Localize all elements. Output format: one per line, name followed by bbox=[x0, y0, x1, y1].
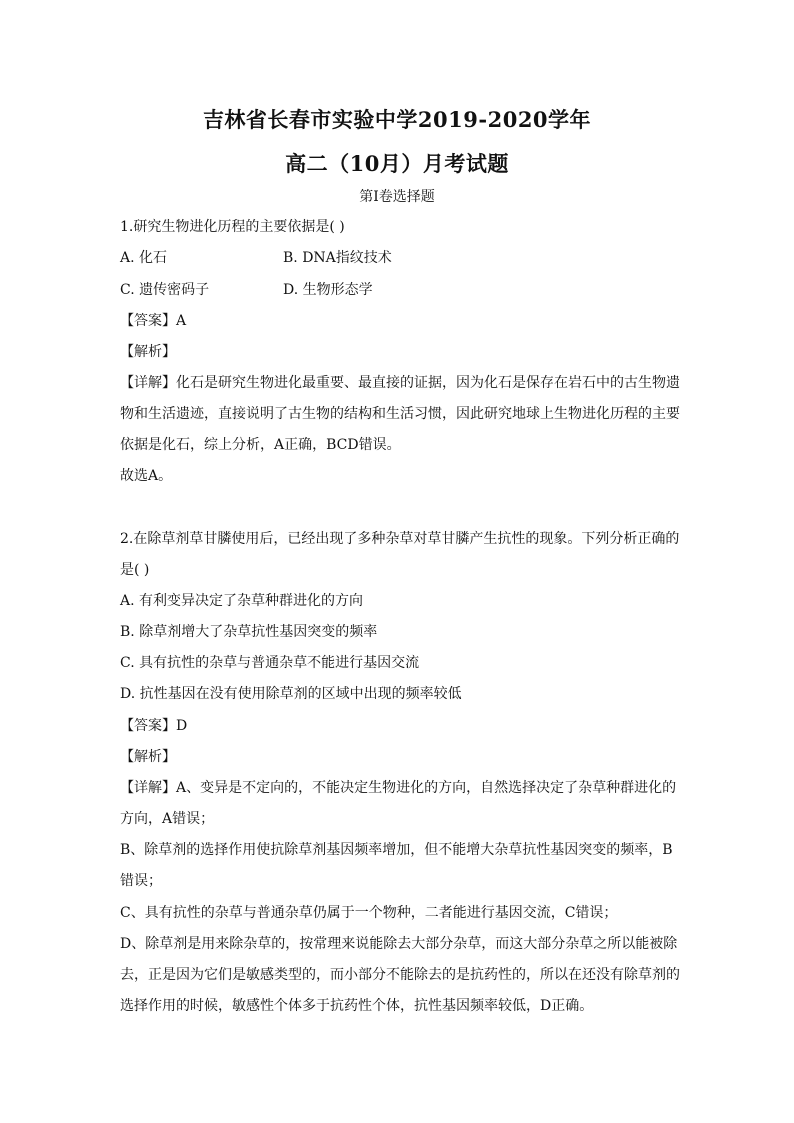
q1-detail-line: 物和生活遗迹，直接说明了古生物的结构和生活习惯，因此研究地球上生物进化历程的主要 bbox=[120, 406, 680, 422]
q2-detail-line: C、具有抗性的杂草与普通杂草仍属于一个物种，二者能进行基因交流，C错误； bbox=[120, 905, 618, 921]
q2-detail-line: B、除草剂的选择作用使抗除草剂基因频率增加，但不能增大杂草抗性基因突变的频率，B bbox=[120, 842, 673, 858]
q1-option-d: D. 生物形态学 bbox=[283, 282, 373, 298]
section-title: 第Ⅰ卷选择题 bbox=[359, 189, 435, 205]
q2-detail-line: D、除草剂是用来除杂草的，按常理来说能除去大部分杂草，而这大部分杂草之所以能被除 bbox=[120, 936, 678, 952]
document-title-line2: 高二（10月）月考试题 bbox=[285, 151, 509, 176]
q2-stem-line: 是( ) bbox=[120, 562, 150, 578]
q1-conclusion: 故选A。 bbox=[120, 468, 173, 484]
q1-option-b: B. DNA指纹技术 bbox=[283, 250, 392, 266]
q1-detail-line: 依据是化石，综上分析，A正确，BCD错误。 bbox=[120, 437, 401, 453]
q1-stem: 1.研究生物进化历程的主要依据是( ) bbox=[120, 219, 345, 235]
q2-analysis-label: 【解析】 bbox=[120, 749, 176, 765]
q2-detail-line: 去，正是因为它们是敏感类型的，而小部分不能除去的是抗药性的，所以在还没有除草剂的 bbox=[120, 967, 680, 983]
q2-detail-line: 方向，A错误； bbox=[120, 811, 215, 827]
q2-detail-line: 选择作用的时候，敏感性个体多于抗药性个体，抗性基因频率较低，D正确。 bbox=[120, 998, 594, 1014]
q2-option-b: B. 除草剂增大了杂草抗性基因突变的频率 bbox=[120, 624, 378, 640]
q1-detail-line: 【详解】化石是研究生物进化最重要、最直接的证据，因为化石是保存在岩石中的古生物遗 bbox=[120, 375, 680, 391]
q2-option-d: D. 抗性基因在没有使用除草剂的区域中出现的频率较低 bbox=[120, 686, 462, 702]
q2-option-c: C. 具有抗性的杂草与普通杂草不能进行基因交流 bbox=[120, 655, 420, 671]
q2-option-a: A. 有利变异决定了杂草种群进化的方向 bbox=[120, 593, 364, 609]
q2-detail-line: 【详解】A、变异是不定向的，不能决定生物进化的方向，自然选择决定了杂草种群进化的 bbox=[120, 780, 677, 796]
q1-option-c: C. 遗传密码子 bbox=[120, 282, 210, 298]
q1-analysis-label: 【解析】 bbox=[120, 344, 176, 360]
q2-detail-line: 错误； bbox=[120, 873, 162, 889]
q2-stem-line: 2.在除草剂草甘膦使用后，已经出现了多种杂草对草甘膦产生抗性的现象。下列分析正确的 bbox=[120, 531, 680, 547]
q2-answer: 【答案】D bbox=[120, 718, 188, 734]
q1-answer: 【答案】A bbox=[120, 313, 187, 329]
q1-option-a: A. 化石 bbox=[120, 250, 168, 266]
document-title-line1: 吉林省长春市实验中学2019-2020学年 bbox=[202, 107, 592, 132]
